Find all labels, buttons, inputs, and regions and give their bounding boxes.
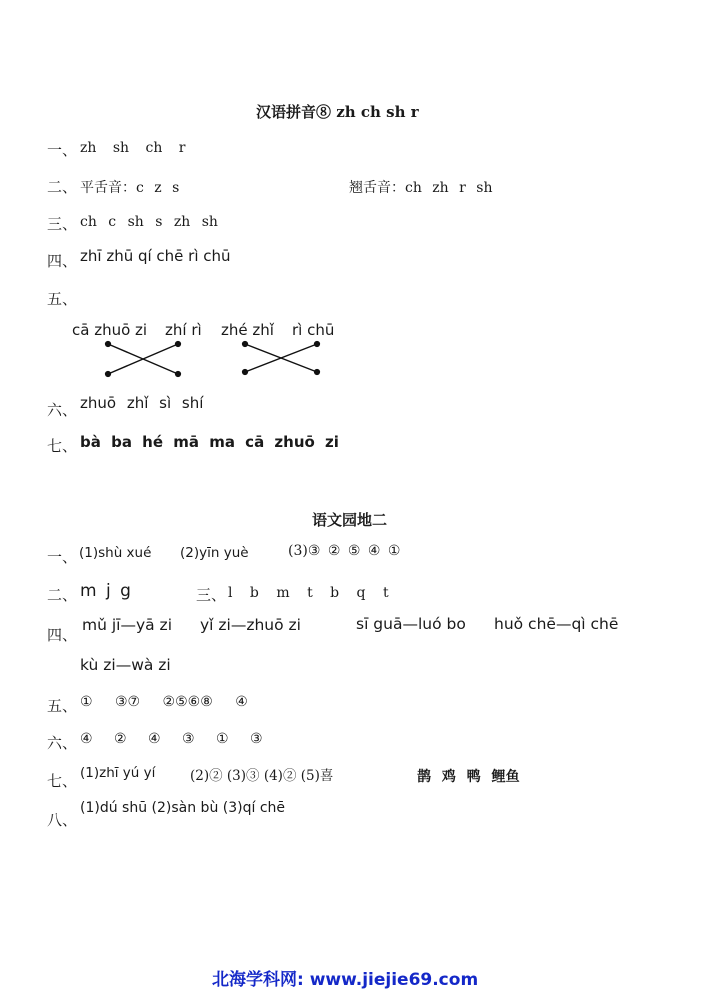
- match-dot: [176, 372, 181, 377]
- match-dot: [315, 342, 320, 347]
- s2-q7-part1: (1)zhī yú yí: [80, 765, 156, 781]
- s2-q6-answer: ④ ② ④ ③ ① ③: [80, 731, 263, 747]
- s2-q1-number: 一、: [47, 548, 78, 566]
- s2-q7-number: 七、: [47, 772, 78, 790]
- s2-q3-number: 三、: [196, 586, 227, 604]
- q5-number: 五、: [47, 290, 78, 308]
- q5-word-1: cā zhuō zi: [72, 321, 148, 339]
- q3-number: 三、: [47, 215, 78, 233]
- match-dot: [315, 370, 320, 375]
- s2-q3-answer: l b m t b q t: [228, 585, 389, 601]
- match-dot: [176, 342, 181, 347]
- footer-website: 北海学科网: www.jiejie69.com: [212, 970, 479, 990]
- q4-number: 四、: [47, 252, 78, 270]
- match-dot: [243, 342, 248, 347]
- q3-answer: ch c sh s zh sh: [80, 214, 218, 230]
- s2-q4-pair-3: sī guā—luó bo: [356, 615, 466, 633]
- s2-q6-number: 六、: [47, 734, 78, 752]
- match-dot: [106, 342, 111, 347]
- q2-flat-tongue: 平舌音：c z s: [80, 180, 180, 196]
- s2-q8-answer: (1)dú shū (2)sàn bù (3)qí chē: [80, 800, 286, 816]
- s2-q1-part2: (2)yīn yuè: [180, 545, 249, 561]
- q6-number: 六、: [47, 401, 78, 419]
- s2-q7-part2: (2)② (3)③ (4)② (5)喜: [190, 768, 334, 784]
- s2-q4-pair-2: yǐ zi—zhuō zi: [200, 616, 301, 634]
- section-title-pinyin: 汉语拼音⑧ zh ch sh r: [256, 103, 419, 121]
- q1-answer: zh sh ch r: [80, 140, 186, 156]
- s2-q5-number: 五、: [47, 697, 78, 715]
- s2-q4-pair-1: mǔ jī—yā zi: [82, 616, 173, 634]
- q5-word-2: zhí rì: [165, 321, 202, 339]
- q5-word-3: zhé zhǐ: [221, 321, 274, 339]
- s2-q2-answer: m j g: [80, 581, 131, 601]
- s2-q8-number: 八、: [47, 811, 78, 829]
- s2-q1-part1: (1)shù xué: [79, 545, 152, 561]
- q4-answer: zhī zhū qí chē rì chū: [80, 247, 231, 265]
- q5-word-4: rì chū: [292, 321, 335, 339]
- s2-q2-number: 二、: [47, 586, 78, 604]
- s2-q1-part3: (3)③ ② ⑤ ④ ①: [288, 543, 401, 559]
- match-dot: [106, 372, 111, 377]
- q2-curled-tongue: 翘舌音：ch zh r sh: [349, 180, 493, 196]
- q6-answer: zhuō zhǐ sì shí: [80, 394, 204, 412]
- q7-number: 七、: [47, 437, 78, 455]
- section-title-garden: 语文园地二: [312, 511, 388, 529]
- s2-q4-pair-4: huǒ chē—qì chē: [494, 615, 619, 633]
- match-dot: [243, 370, 248, 375]
- s2-q5-answer: ① ③⑦ ②⑤⑥⑧ ④: [80, 694, 248, 710]
- q1-number: 一、: [47, 141, 78, 159]
- q7-answer: bà ba hé mā ma cā zhuō zi: [80, 433, 339, 451]
- s2-q4-pair-5: kù zi—wà zi: [80, 656, 171, 674]
- q2-number: 二、: [47, 178, 78, 196]
- s2-q7-birds: 鹊 鸡 鸭 鲤鱼: [417, 769, 520, 785]
- s2-q4-number: 四、: [47, 626, 78, 644]
